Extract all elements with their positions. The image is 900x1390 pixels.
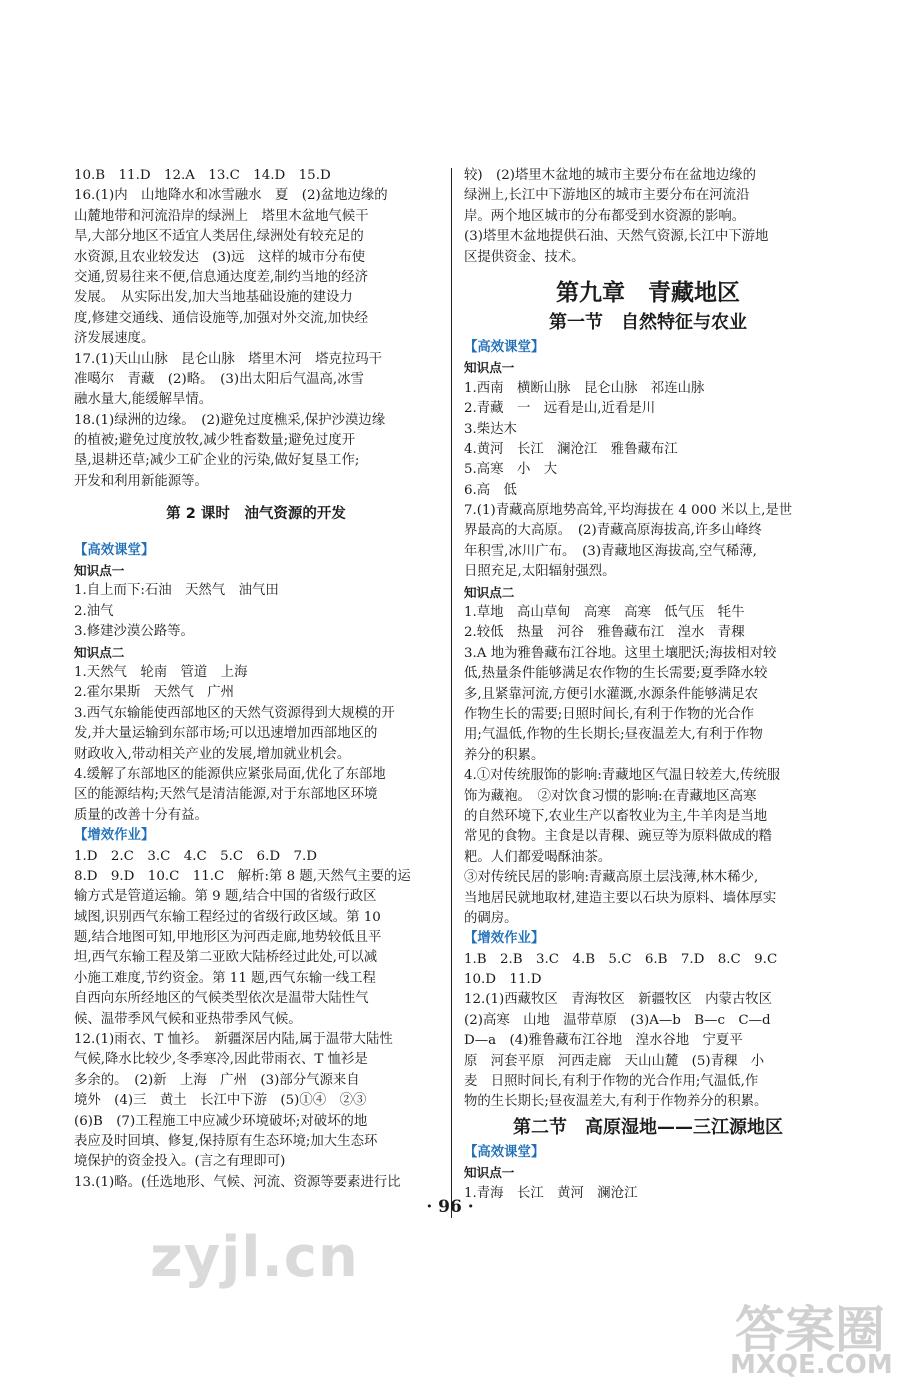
answer-line: 小施工难度,节约资金。第 11 题,西气东输一线工程	[74, 970, 376, 986]
answer-line: 域图,识别西气东输工程经过的省级行政区域。第 10	[74, 909, 381, 925]
answer-line: (2)高寒 山地 温带草原 (3)A—b B—c C—d	[464, 1012, 771, 1028]
section-tag: 【增效作业】	[464, 931, 545, 947]
answer-line: 1.自上而下:石油 天然气 油气田	[74, 583, 279, 599]
answer-line: 7.(1)青藏高原地势高耸,平均海拔在 4 000 米以上,是世	[464, 503, 793, 519]
answer-line: 旱,大部分地区不适宜人类居住,绿洲处有较充足的	[74, 229, 364, 245]
section-tag: 【高效课堂】	[74, 542, 155, 558]
answer-line: 饰为藏袍。 ②对饮食习惯的影响:在青藏地区高寒	[464, 788, 757, 804]
answer-line: 3.西气东输能使西部地区的天然气资源得到大规模的开	[74, 705, 395, 721]
answer-line: 10.B 11.D 12.A 13.C 14.D 15.D	[74, 168, 331, 183]
answer-line: 作物生长的需要;日照时间长,有利于作物的光合作	[464, 706, 754, 722]
answer-line: 财政收入,带动相关产业的发展,增加就业机会。	[74, 746, 351, 762]
answer-line: D—a (4)雅鲁藏布江谷地 湟水谷地 宁夏平	[464, 1033, 743, 1049]
answer-line: 粑。人们都爱喝酥油茶。	[464, 849, 612, 865]
knowledge-point-heading: 知识点一	[464, 360, 515, 376]
answer-line: 1.天然气 轮南 管道 上海	[74, 664, 248, 680]
answer-line: 原 河套平原 河西走廊 天山山麓 (5)青稞 小	[464, 1053, 765, 1069]
answer-line: 日照充足,太阳辐射强烈。	[464, 564, 616, 580]
answer-line: 麦 日照时间长,有利于作物的光合作用;气温低,作	[464, 1074, 759, 1090]
answer-line: 1.西南 横断山脉 昆仑山脉 祁连山脉	[464, 380, 705, 396]
answer-line: 发,并大量运输到东部市场;可以迅速增加西部地区的	[74, 726, 378, 742]
answer-line: 2.青藏 一 远看是山,近看是川	[464, 401, 656, 417]
answer-line: 多余的。 (2)新 上海 广州 (3)部分气源来自	[74, 1072, 360, 1088]
section-tag: 【高效课堂】	[464, 1144, 545, 1160]
answer-line: 1.草地 高山草甸 高寒 高寒 低气压 牦牛	[464, 605, 745, 621]
answer-line: 开发和利用新能源等。	[74, 473, 208, 489]
answer-line: 16.(1)内 山地降水和冰雪融水 夏 (2)盆地边缘的	[74, 188, 388, 204]
answer-line: 常见的食物。主食是以青稞、豌豆等为原料做成的糌	[464, 829, 772, 845]
answer-line: 4.黄河 长江 澜沧江 雅鲁藏布江	[464, 441, 678, 457]
answer-line: 的植被;避免过度放牧,减少牲畜数量;避免过度开	[74, 433, 356, 449]
answer-line: 低,热量条件能够满足农作物的生长需要;夏季降水较	[464, 666, 768, 682]
answer-line: 垦,退耕还草;减少工矿企业的污染,做好复垦工作;	[74, 453, 360, 469]
answer-line: 4.缓解了东部地区的能源供应紧张局面,优化了东部地	[74, 766, 386, 782]
knowledge-point-heading: 知识点二	[74, 644, 125, 660]
page-number: · 96 ·	[426, 1197, 474, 1217]
section-title: 第二节 高原湿地——三江源地区	[513, 1116, 783, 1138]
answer-line: 1.B 2.B 3.C 4.B 5.C 6.B 7.D 8.C 9.C	[464, 951, 778, 967]
section-tag: 【高效课堂】	[464, 339, 545, 355]
answer-line: 8.D 9.D 10.C 11.C 解析:第 8 题,天然气主要的运	[74, 868, 411, 884]
answer-line: 融水量大,能缓解旱情。	[74, 392, 213, 408]
answer-line: 区的能源结构;天然气是清洁能源,对于东部地区环境	[74, 787, 378, 803]
answer-line: 较) (2)塔里木盆地的城市主要分布在盆地边缘的	[464, 168, 757, 183]
watermark-mxqe: MXQE.COM	[730, 1350, 893, 1380]
section-tag: 【增效作业】	[74, 828, 155, 844]
chapter-title: 第九章 青藏地区	[556, 279, 740, 306]
answer-line: 表应及时回填、修复,保持原有生态环境;加大生态环	[74, 1133, 378, 1149]
answer-line: 山麓地带和河流沿岸的绿洲上 塔里木盆地气候干	[74, 208, 369, 224]
answer-line: 气候,降水比较少,冬季寒冷,因此带雨衣、T 恤衫是	[74, 1052, 368, 1068]
answer-line: (3)塔里木盆地提供石油、天然气资源,长江中下游地	[464, 229, 769, 245]
answer-line: 境外 (4)三 黄土 长江中下游 (5)①④ ②③	[74, 1093, 367, 1109]
answer-line: 13.(1)略。(任选地形、气候、河流、资源等要素进行比	[74, 1174, 401, 1190]
answer-line: 用;气温低,作物的生长期长;昼夜温差大,有利于作物	[464, 727, 763, 743]
answer-line: 候、温带季风气候和亚热带季风气候。	[74, 1011, 302, 1027]
answer-line: 2.霍尔果斯 天然气 广州	[74, 685, 235, 701]
answer-line: 养分的积累。	[464, 747, 545, 763]
answer-line: 年积雪,冰川广布。 (3)青藏地区海拔高,空气稀薄,	[464, 543, 757, 559]
answer-line: 12.(1)西藏牧区 青海牧区 新疆牧区 内蒙古牧区	[464, 992, 773, 1008]
left-column	[74, 166, 438, 1193]
answer-line: ③对传统民居的影响:青藏高原土层浅薄,林木稀少,	[464, 870, 759, 886]
section-title: 第一节 自然特征与农业	[549, 311, 747, 333]
watermark-zyjl: zyjl.cn	[150, 1225, 359, 1290]
answer-line: 3.柴达木	[464, 421, 517, 437]
answer-line: 输方式是管道运输。第 9 题,结合中国的省级行政区	[74, 889, 377, 905]
answer-line: (6)B (7)工程施工中应减少环境破坏;对破坏的地	[74, 1113, 368, 1129]
knowledge-point-heading: 知识点一	[464, 1165, 515, 1181]
answer-line: 交通,贸易往来不便,信息通达度差,制约当地的经济	[74, 269, 368, 285]
answer-line: 界最高的大高原。 (2)青藏高原海拔高,许多山峰终	[464, 523, 762, 539]
answer-line: 的碉房。	[464, 910, 518, 926]
answer-line: 境保护的资金投入。(言之有理即可)	[74, 1154, 286, 1170]
lesson-title: 第 2 课时 油气资源的开发	[166, 506, 346, 523]
answer-line: 准噶尔 青藏 (2)略。 (3)出太阳后气温高,冰雪	[74, 371, 364, 387]
answer-line: 岸。两个地区城市的分布都受到水资源的影响。	[464, 208, 746, 224]
answer-line: 发展。 从实际出发,加大当地基础设施的建设力	[74, 290, 353, 306]
answer-line: 12.(1)雨衣、T 恤衫。 新疆深居内陆,属于温带大陆性	[74, 1032, 393, 1048]
answer-line: 1.D 2.C 3.C 4.C 5.C 6.D 7.D	[74, 848, 317, 864]
answer-line: 济发展速度。	[74, 331, 155, 347]
answer-line: 区提供资金、技术。	[464, 249, 585, 265]
answer-line: 18.(1)绿洲的边缘。 (2)避免过度樵采,保护沙漠边缘	[74, 412, 386, 428]
answer-line: 6.高 低	[464, 482, 517, 498]
answer-line: 水资源,且农业较发达 (3)远 这样的城市分布使	[74, 249, 366, 265]
answer-line: 2.较低 热量 河谷 雅鲁藏布江 湟水 青稞	[464, 625, 745, 641]
answer-line: 质量的改善十分有益。	[74, 807, 208, 823]
answer-line: 的自然环境下,农业生产以畜牧业为主,牛羊肉是当地	[464, 808, 768, 824]
answer-line: 多,且紧靠河流,方便引水灌溉,水源条件能够满足农	[464, 686, 758, 702]
answer-line: 物的生长期长;昼夜温差大,有利于作物养分的积累。	[464, 1094, 768, 1110]
answer-line: 当地居民就地取材,建造主要以石块为原料、墙体厚实	[464, 890, 777, 906]
answer-line: 10.D 11.D	[464, 972, 542, 988]
answer-line: 题,结合地图可知,甲地形区为河西走廊,地势较低且平	[74, 930, 382, 946]
answer-line: 1.青海 长江 黄河 澜沧江	[464, 1185, 638, 1201]
answer-line: 绿洲上,长江中下游地区的城市主要分布在河流沿	[464, 188, 750, 204]
answer-line: 坦,西气东输工程及第二亚欧大陆桥经过此处,可以减	[74, 950, 378, 966]
answer-line: 4.①对传统服饰的影响:青藏地区气温日较差大,传统服	[464, 768, 781, 784]
answer-line: 17.(1)天山山脉 昆仑山脉 塔里木河 塔克拉玛干	[74, 351, 383, 367]
answer-line: 3.A 地为雅鲁藏布江谷地。这里土壤肥沃;海拔相对较	[464, 645, 777, 661]
answer-line: 5.高寒 小 大	[464, 462, 558, 478]
knowledge-point-heading: 知识点二	[464, 584, 515, 600]
answer-line: 2.油气	[74, 603, 114, 619]
answer-line: 3.修建沙漠公路等。	[74, 624, 194, 640]
watermark-daanquan: 答案圈	[735, 1301, 885, 1359]
answer-line: 度,修建交通线、通信设施等,加强对外交流,加快经	[74, 310, 368, 326]
column-divider	[451, 168, 452, 1218]
right-column	[464, 166, 832, 1204]
knowledge-point-heading: 知识点一	[74, 563, 125, 579]
answer-line: 自西向东所经地区的气候类型依次是温带大陆性气	[74, 991, 369, 1007]
